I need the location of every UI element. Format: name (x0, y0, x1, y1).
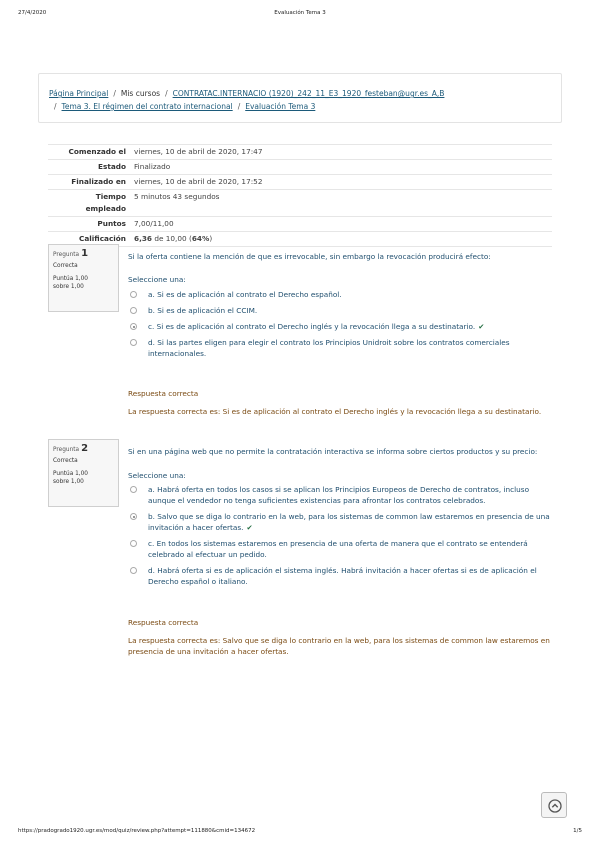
chevron-up-icon (548, 799, 562, 813)
radio-button-selected[interactable] (130, 323, 137, 330)
question-info-box (48, 439, 119, 507)
breadcrumb (38, 73, 562, 123)
answer-option[interactable]: a. Habrá oferta en todos los casos si se aplican los Principios Europeos de Derecho de contratos, incluso aunque el vendedor no tenga suficientes existencias para afrontar los contratos celebrados. (128, 484, 552, 506)
feedback-text: La respuesta correcta es: Si es de aplicación al contrato el Derecho inglés y la revocación llega a su destinatario. (128, 407, 542, 416)
time-label-line1: Tiempo (95, 192, 126, 201)
summary-row-finished (48, 175, 552, 190)
select-one-label: Seleccione una: (128, 471, 186, 480)
print-url: https://pradogrado1920.ugr.es/mod/quiz/review.php?attempt=111880&cmid=134672 (18, 828, 256, 834)
radio-button[interactable] (130, 486, 137, 493)
breadcrumb-separator: / (113, 89, 116, 98)
question-number: Pregunta 1 (53, 248, 89, 259)
radio-button[interactable] (130, 567, 137, 574)
answer-options (128, 484, 552, 592)
breadcrumb-course-link[interactable]: CONTRATAC.INTERNACIO (1920)_242_11_E3_1920_festeban@ugr.es_A,B (172, 89, 445, 98)
summary-row-started (48, 145, 552, 160)
check-icon: ✔ (478, 322, 485, 331)
answer-option[interactable]: b. Si es de aplicación el CCIM. (128, 305, 552, 316)
print-footer (18, 828, 582, 838)
question-state: Correcta (53, 458, 78, 464)
breadcrumb-topic-link[interactable]: Tema 3. El régimen del contrato internacional (61, 102, 233, 111)
breadcrumb-separator: / (165, 89, 168, 98)
radio-button[interactable] (130, 291, 137, 298)
answer-option[interactable]: b. Salvo que se diga lo contrario en la web, para los sistemas de common law estaremos en presencia de una invitación a hacer ofertas. ✔ (128, 511, 552, 533)
radio-button-selected[interactable] (130, 513, 137, 520)
feedback-text: La respuesta correcta es: Salvo que se diga lo contrario en la web, para los sistemas de common law estaremos en presencia de una invitación a hacer ofertas. (128, 636, 550, 656)
breadcrumb-my-courses[interactable]: Mis cursos (120, 89, 161, 98)
grade-score: 6,36 (134, 234, 153, 243)
radio-button[interactable] (130, 339, 137, 346)
summary-label: Comenzado el (48, 145, 130, 160)
breadcrumb-separator: / (237, 102, 241, 111)
grade-rest: de 10,00 ( (152, 234, 192, 243)
answer-option[interactable]: c. Si es de aplicación al contrato el Derecho inglés y la revocación llega a su destinatario. ✔ (128, 321, 552, 332)
question-feedback (128, 617, 552, 657)
answer-options (128, 289, 552, 364)
feedback-title: Respuesta correcta (128, 389, 199, 398)
question-text: Si en una página web que no permite la contratación interactiva se informa sobre ciertos productos y su precio: (128, 447, 538, 456)
question-text: Si la oferta contiene la mención de que es irrevocable, sin embargo la revocación producirá efecto: (128, 252, 491, 261)
question-grade: Puntúa 1,00 sobre 1,00 (53, 276, 88, 290)
summary-row-time (48, 190, 552, 217)
summary-value: viernes, 10 de abril de 2020, 17:52 (130, 175, 552, 190)
back-to-top-button[interactable] (541, 792, 567, 818)
attempt-summary-table (48, 144, 552, 247)
radio-button[interactable] (130, 307, 137, 314)
answer-option[interactable]: a. Si es de aplicación al contrato el Derecho español. (128, 289, 552, 300)
question-state: Correcta (53, 263, 78, 269)
question-info-box (48, 244, 119, 312)
answer-option[interactable]: c. En todos los sistemas estaremos en presencia de una oferta de manera que el contrato se entenderá celebrado al efectuar un pedido. (128, 538, 552, 560)
breadcrumb-quiz-link[interactable]: Evaluación Tema 3 (245, 102, 316, 111)
print-header (18, 10, 582, 20)
grade-close: ) (209, 234, 213, 243)
time-label-line2: empleado (85, 204, 126, 213)
page-number: 1/5 (573, 828, 582, 834)
answer-option[interactable]: d. Si las partes eligen para elegir el contrato los Principios Unidroit sobre los contratos comerciales internacionales. (128, 337, 552, 359)
feedback-title: Respuesta correcta (128, 618, 199, 627)
question-number: Pregunta 2 (53, 443, 89, 454)
print-date: 27/4/2020 (18, 10, 47, 16)
summary-label: Puntos (48, 217, 130, 232)
summary-value: 7,00/11,00 (130, 217, 552, 232)
summary-row-grade (48, 232, 552, 247)
check-icon: ✔ (246, 523, 253, 532)
breadcrumb-home-link[interactable]: Página Principal (49, 89, 109, 98)
radio-button[interactable] (130, 540, 137, 547)
question-feedback (128, 388, 552, 417)
breadcrumb-separator: / (54, 102, 57, 111)
summary-value: viernes, 10 de abril de 2020, 17:47 (130, 145, 552, 160)
summary-row-state (48, 160, 552, 175)
question-grade: Puntúa 1,00 sobre 1,00 (53, 471, 88, 485)
summary-row-points (48, 217, 552, 232)
select-one-label: Seleccione una: (128, 275, 186, 284)
summary-value (130, 232, 552, 247)
grade-percent: 64% (191, 234, 210, 243)
answer-option[interactable]: d. Habrá oferta si es de aplicación el sistema inglés. Habrá invitación a hacer ofertas si es de aplicación el Derecho español o italiano. (128, 565, 552, 587)
summary-label: Finalizado en (48, 175, 130, 190)
summary-label: Estado (48, 160, 130, 175)
summary-value: Finalizado (130, 160, 552, 175)
summary-value: 5 minutos 43 segundos (130, 190, 552, 217)
print-title: Evaluación Tema 3 (274, 10, 326, 16)
summary-label: Calificación (48, 232, 130, 247)
summary-label (48, 190, 130, 217)
